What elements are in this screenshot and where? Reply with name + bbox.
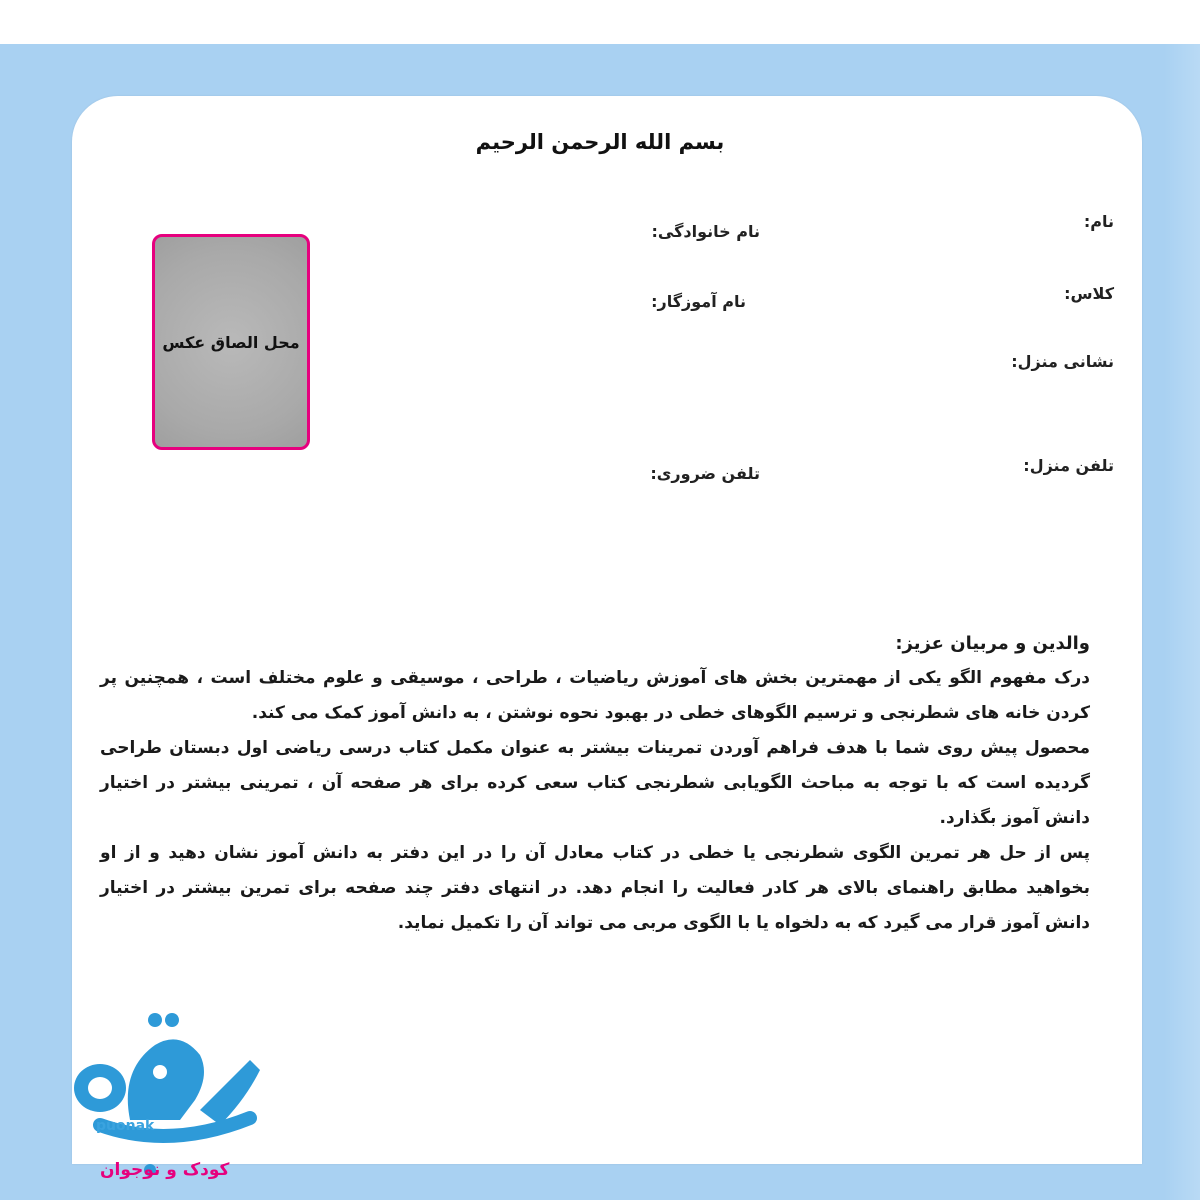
side-border bbox=[1164, 44, 1200, 1200]
name-field-label: نام: bbox=[1083, 212, 1114, 231]
logo-tagline: کودک و نوجوان bbox=[100, 1160, 230, 1180]
letter-paragraph-3: پس از حل هر تمرین الگوی شطرنجی یا خطی در کتاب معادل آن را در این دفتر به دانش آموز نشان دهید و از او بخواهید مطابق راهنمای بالای هر کادر فعالیت را انجام دهد. در انتهای دفتر چند صفحه برای تمرین بیشتر در اختیار دانش آموز قرار می گیرد که به دلخواه یا با الگوی مربی می تواند آن را تکمیل نماید. bbox=[100, 843, 1090, 933]
class-field-label: کلاس: bbox=[1064, 284, 1114, 303]
photo-placeholder bbox=[152, 234, 310, 450]
teacher-field-label: نام آموزگار: bbox=[651, 292, 746, 311]
home-phone-field-label: تلفن منزل: bbox=[1023, 456, 1114, 475]
letter-paragraph-2: محصول پیش روی شما با هدف فراهم آوردن تمرینات بیشتر به عنوان مکمل کتاب درسی ریاضی اول دبستان طراحی گردیده است که با توجه به مباحث الگویابی شطرنجی کتاب سعی کرده برای هر صفحه آن ، تمرینی بیشتر در اختیار دانش آموز بگذارد. bbox=[100, 738, 1090, 828]
photo-placeholder-label: محل الصاق عکس bbox=[162, 332, 300, 352]
address-field-label: نشانی منزل: bbox=[1011, 352, 1114, 371]
family-name-field-label: نام خانوادگی: bbox=[651, 222, 760, 241]
letter-body bbox=[100, 626, 1090, 941]
page-title: بسم الله الرحمن الرحیم bbox=[475, 130, 725, 154]
top-border bbox=[0, 0, 1200, 44]
letter-paragraph-1: درک مفهوم الگو یکی از مهمترین بخش های آموزش ریاضیات ، طراحی ، موسیقی و علوم مختلف است ، همچنین پر کردن خانه های شطرنجی و ترسیم الگوهای خطی در بهبود نحوه نوشتن ، به دانش آموز کمک می کند. bbox=[100, 668, 1090, 723]
emergency-phone-field-label: تلفن ضروری: bbox=[650, 464, 760, 483]
letter-greeting: والدین و مربیان عزیز: bbox=[895, 633, 1090, 654]
logo-latin-text: puonak bbox=[96, 1118, 155, 1134]
